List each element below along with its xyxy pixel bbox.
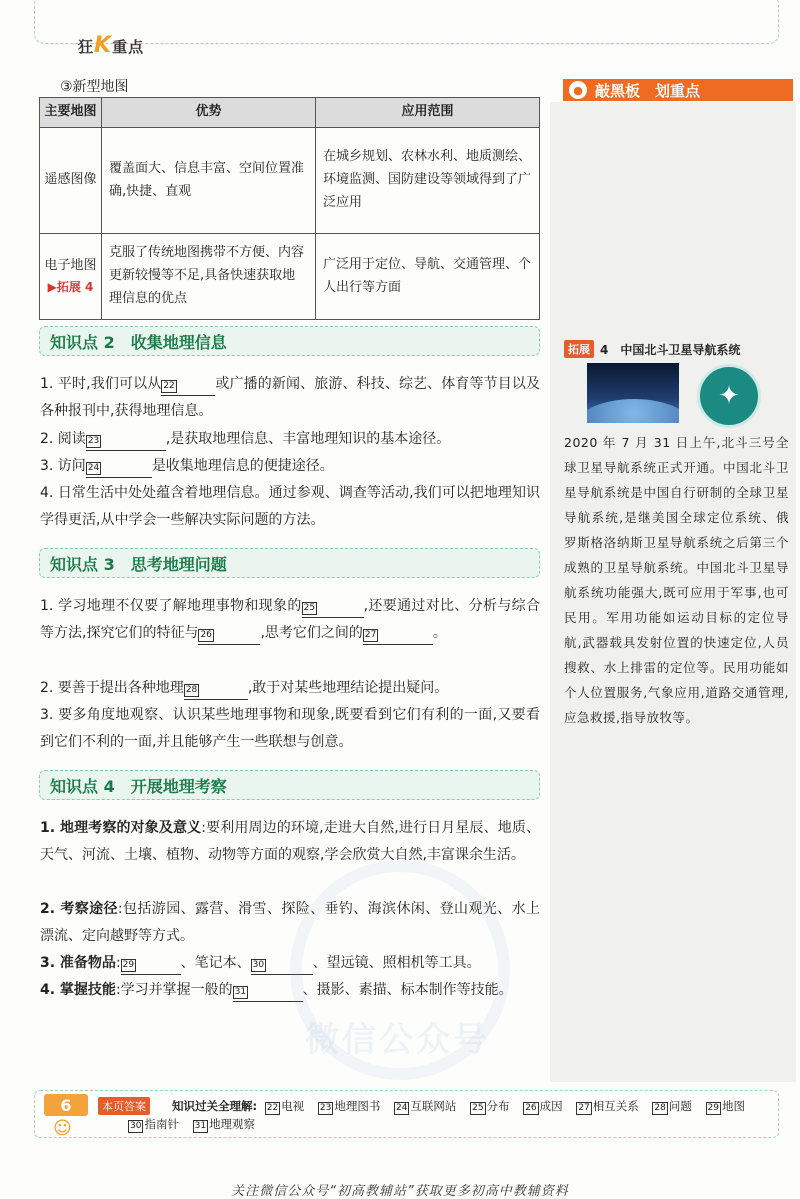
answer-item: 27 相互关系 [578,1099,639,1113]
kp4-p1: 1. 地理考察的对象及意义:要利用周边的环境,走进大自然,进行日月星辰、地质、天气、河流、土壤、植物、动物等方面的观察,学会欣赏大自然,丰富课余生活。 [40,820,540,863]
table-header-row [40,98,540,128]
header-advantage: 优势 [102,98,316,128]
blank-23: 23 [86,431,166,451]
map-comparison-table [39,97,540,320]
blank-26: 26 [198,625,260,645]
map-scope: 在城乡规划、农林水利、地质测绘、环境监测、国防建设等领域得到了广泛应用 [316,128,540,234]
blank-30: 30 [251,955,313,975]
answers-line-2 [128,1116,738,1133]
beidou-logo-icon: ✦ [697,364,761,428]
header-scope: 应用范围 [316,98,540,128]
map-scope: 广泛用于定位、导航、交通管理、个人出行等方面 [316,234,540,320]
blank-25: 25 [302,598,364,618]
brand-logo: 狂K重点 [78,33,145,58]
kp3-p3: 3. 要多角度地观察、认识某些地理事物和现象,既要看到它们有利的一面,又要看到它们不利的一面,并且能够产生一些联想与创意。 [40,707,540,750]
kp3-p2: 2. 要善于提出各种地理 28 ,敢于对某些地理结论提出疑问。 [40,675,540,702]
smiley-icon: ☺ [53,1118,72,1139]
blank-27: 27 [363,625,433,645]
expand-title: 拓展 4 中国北斗卫星导航系统 [564,340,740,358]
kp4-p4: 4. 掌握技能:学习并掌握一般的 31 、摄影、素描、标本制作等技能。 [40,977,540,1004]
blank-24: 24 [86,458,152,478]
map-name: 遥感图像 [40,128,102,234]
kp3-title: 知识点 3 思考地理问题 [39,548,540,578]
table-row [40,128,540,234]
blank-29: 29 [121,955,181,975]
kp4-title: 知识点 4 开展地理考察 [39,770,540,800]
sidebar-text: 2020 年 7 月 31 日上午,北斗三号全球卫星导航系统正式开通。中国北斗卫星导航系统是中国自行研制的全球卫星导航系统,是继美国全球定位系统、俄罗斯格洛纳斯卫星导航系统之后第三个成熟的卫星导航系统。中国北斗卫星导航系统功能强大,既可应用于军事,也可民用。军用功能如运动目标的定位导航,武器载具发射位置的快速定位,人员搜救、水上排雷的定位等。民用功能如个人位置服务,气象应用,道路交通管理,应急救援,指导放牧等。 [564,435,789,725]
kp2-p1: 1. 平时,我们可以从 22 或广播的新闻、旅游、科技、综艺、体育等节目以及各种报刊中,获得地理信息。 [40,376,540,419]
top-frame [34,0,779,44]
map-advantage: 克服了传统地图携带不方便、内容更新较慢等不足,具备快速获取地理信息的优点 [102,234,316,320]
table-row [40,234,540,320]
bell-icon: ● [569,81,587,99]
blank-31: 31 [233,982,303,1002]
watermark-text: 微信公众号 [305,1020,490,1060]
answer-item: 28 问题 [654,1099,692,1113]
satellite-image [587,363,679,423]
page-number: 6 [44,1094,88,1116]
expand-tag: 拓展 [564,340,594,358]
answers-line-1: 知识过关全理解: 22 电视 23 地理图书 24 互联网站 25 分布 26 成因 27 相互关系 28 问题 29 地图 [172,1099,745,1113]
answer-item: 31 地理观察 [194,1117,256,1131]
answer-item: 25 分布 [472,1099,510,1113]
answer-item: 24 互联网站 [395,1099,457,1113]
answer-item: 22 电视 [266,1099,305,1113]
answer-item: 29 地图 [707,1099,745,1113]
map-name: 电子地图 ▶拓展 4 [40,234,102,320]
new-map-subtitle: ③新型地图 [60,79,129,95]
expand-link[interactable]: ▶拓展 4 [47,280,94,295]
kp4-p3: 3. 准备物品: 29 、笔记本、 30 、望远镜、照相机等工具。 [40,950,540,977]
kp2-p3: 3. 访问 24 是收集地理信息的便捷途径。 [40,453,540,480]
blank-28: 28 [184,680,248,700]
answer-item: 23 地理图书 [319,1099,381,1113]
sidebar-banner: ● 敲黑板 划重点 [563,79,793,101]
answer-item: 26 成因 [525,1099,563,1113]
map-advantage: 覆盖面大、信息丰富、空间位置准确,快捷、直观 [102,128,316,234]
kp4-p2: 2. 考察途径:包括游园、露营、滑雪、探险、垂钓、海滨休闲、登山观光、水上漂流、定向越野等方式。 [40,901,541,944]
kp2-p4: 4. 日常生活中处处蕴含着地理信息。通过参观、调查等活动,我们可以把地理知识学得更活,从中学会一些解决实际问题的方法。 [40,485,540,528]
answer-item: 30 指南针 [130,1117,179,1131]
bottom-note: 关注微信公众号“初高教辅站”获取更多初高中教辅资料 [231,1184,569,1199]
kp3-p1: 1. 学习地理不仅要了解地理事物和现象的 25 ,还要通过对比、分析与综合等方法,探究它们的特征与 26 ,思考它们之间的 27 。 [40,593,540,646]
answer-tag: 本页答案 [98,1097,150,1115]
blank-22: 22 [161,376,215,396]
kp2-p2: 2. 阅读 23 ,是获取地理信息、丰富地理知识的基本途径。 [40,426,540,453]
header-map: 主要地图 [40,98,102,128]
kp2-title: 知识点 2 收集地理信息 [39,326,540,356]
